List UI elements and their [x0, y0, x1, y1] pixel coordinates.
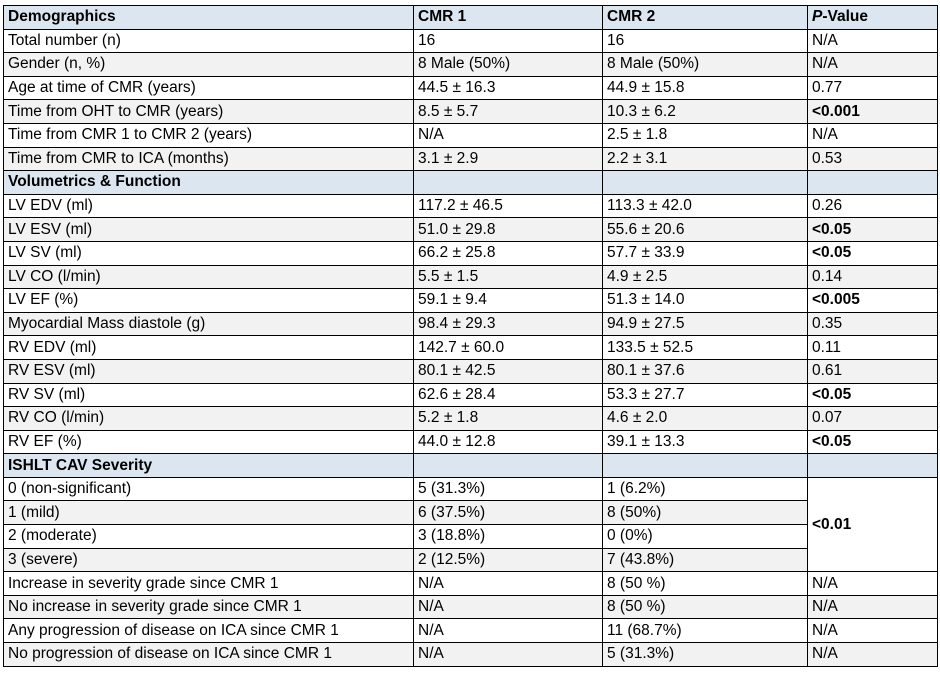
cmr2-value: 5 (31.3%): [603, 643, 808, 667]
cmr2-value: 2.2 ± 3.1: [603, 147, 808, 171]
header-cmr2: CMR 2: [603, 6, 808, 30]
cmr2-value: 8 (50 %): [603, 595, 808, 619]
cmr2-value: 2.5 ± 1.8: [603, 123, 808, 147]
cmr2-value: 44.9 ± 15.8: [603, 76, 808, 100]
table-row: [4, 53, 938, 77]
cmr1-value: 80.1 ± 42.5: [414, 359, 603, 383]
table-row: [4, 123, 938, 147]
p-value: N/A: [808, 29, 938, 53]
row-label: 0 (non-significant): [4, 477, 414, 501]
cmr2-value: 53.3 ± 27.7: [603, 383, 808, 407]
row-label: RV CO (l/min): [4, 407, 414, 431]
p-value: <0.005: [808, 289, 938, 313]
cmr2-value: 16: [603, 29, 808, 53]
row-label: Myocardial Mass diastole (g): [4, 312, 414, 336]
row-label: LV ESV (ml): [4, 218, 414, 242]
cmr2-value: 0 (0%): [603, 525, 808, 549]
cmr1-value: 3.1 ± 2.9: [414, 147, 603, 171]
p-value: N/A: [808, 643, 938, 667]
cmr1-value: N/A: [414, 123, 603, 147]
cmr2-value: 7 (43.8%): [603, 548, 808, 572]
table-row: [4, 29, 938, 53]
cmr1-value: 2 (12.5%): [414, 548, 603, 572]
cmr1-value: 3 (18.8%): [414, 525, 603, 549]
cmr2-value: 10.3 ± 6.2: [603, 100, 808, 124]
row-label: RV EDV (ml): [4, 336, 414, 360]
row-label: LV SV (ml): [4, 241, 414, 265]
p-value: 0.35: [808, 312, 938, 336]
cmr2-value: 113.3 ± 42.0: [603, 194, 808, 218]
row-label: Time from CMR to ICA (months): [4, 147, 414, 171]
cmr1-value: 5.2 ± 1.8: [414, 407, 603, 431]
volumetrics-section-header-row: [4, 171, 938, 195]
row-label: Gender (n, %): [4, 53, 414, 77]
table-row: [4, 572, 938, 596]
section-header-empty-cell: [414, 454, 603, 478]
cmr2-value: 55.6 ± 20.6: [603, 218, 808, 242]
cmr2-value: 8 (50%): [603, 501, 808, 525]
cmr1-value: 62.6 ± 28.4: [414, 383, 603, 407]
table-row: [4, 501, 938, 525]
cmr1-value: 66.2 ± 25.8: [414, 241, 603, 265]
cmr2-value: 1 (6.2%): [603, 477, 808, 501]
cmr1-value: 142.7 ± 60.0: [414, 336, 603, 360]
row-label: Time from CMR 1 to CMR 2 (years): [4, 123, 414, 147]
p-value: N/A: [808, 619, 938, 643]
row-label: No increase in severity grade since CMR 1: [4, 595, 414, 619]
p-value: <0.05: [808, 430, 938, 454]
table-row: [4, 194, 938, 218]
row-label: 3 (severe): [4, 548, 414, 572]
section-header-empty-cell: [603, 454, 808, 478]
p-value: 0.26: [808, 194, 938, 218]
cav-section-header: ISHLT CAV Severity: [4, 454, 414, 478]
cmr2-value: 80.1 ± 37.6: [603, 359, 808, 383]
cmr1-value: 5 (31.3%): [414, 477, 603, 501]
row-label: Any progression of disease on ICA since CMR 1: [4, 619, 414, 643]
header-p-rest: -Value: [822, 8, 869, 26]
row-label: 2 (moderate): [4, 525, 414, 549]
cmr1-value: 44.5 ± 16.3: [414, 76, 603, 100]
p-value: 0.61: [808, 359, 938, 383]
section-header-empty-cell: [808, 171, 938, 195]
cmr1-value: 6 (37.5%): [414, 501, 603, 525]
table-row: [4, 595, 938, 619]
table-row: [4, 525, 938, 549]
cmr2-value: 39.1 ± 13.3: [603, 430, 808, 454]
table-row: [4, 407, 938, 431]
cmr2-value: 94.9 ± 27.5: [603, 312, 808, 336]
row-label: Age at time of CMR (years): [4, 76, 414, 100]
p-value: N/A: [808, 53, 938, 77]
cmr2-value: 51.3 ± 14.0: [603, 289, 808, 313]
volumetrics-section-header: Volumetrics & Function: [4, 171, 414, 195]
table-row: [4, 548, 938, 572]
table-row: [4, 383, 938, 407]
header-cmr1: CMR 1: [414, 6, 603, 30]
row-label: LV EDV (ml): [4, 194, 414, 218]
p-value: 0.07: [808, 407, 938, 431]
row-label: 1 (mild): [4, 501, 414, 525]
table-row: [4, 359, 938, 383]
cmr2-value: 8 Male (50%): [603, 53, 808, 77]
row-label: Total number (n): [4, 29, 414, 53]
cmr1-value: 51.0 ± 29.8: [414, 218, 603, 242]
p-value: 0.11: [808, 336, 938, 360]
table-row: [4, 312, 938, 336]
cav-section-header-row: [4, 454, 938, 478]
p-value: <0.001: [808, 100, 938, 124]
table-row: [4, 241, 938, 265]
cmr2-value: 4.9 ± 2.5: [603, 265, 808, 289]
header-p-italic: P: [812, 8, 823, 26]
row-label: Increase in severity grade since CMR 1: [4, 572, 414, 596]
results-table: [3, 5, 938, 667]
table-header-row: [4, 6, 938, 30]
cmr1-value: 5.5 ± 1.5: [414, 265, 603, 289]
table-row: [4, 76, 938, 100]
p-value: 0.77: [808, 76, 938, 100]
row-label: RV EF (%): [4, 430, 414, 454]
table-row: [4, 477, 938, 501]
table-row: [4, 336, 938, 360]
row-label: RV SV (ml): [4, 383, 414, 407]
cmr2-value: 11 (68.7%): [603, 619, 808, 643]
cmr1-value: 8.5 ± 5.7: [414, 100, 603, 124]
row-label: No progression of disease on ICA since CMR 1: [4, 643, 414, 667]
cmr2-value: 4.6 ± 2.0: [603, 407, 808, 431]
row-label: LV CO (l/min): [4, 265, 414, 289]
row-label: RV ESV (ml): [4, 359, 414, 383]
cmr1-value: 59.1 ± 9.4: [414, 289, 603, 313]
row-label: LV EF (%): [4, 289, 414, 313]
section-header-empty-cell: [414, 171, 603, 195]
p-value: <0.05: [808, 383, 938, 407]
p-value: 0.14: [808, 265, 938, 289]
section-header-empty-cell: [808, 454, 938, 478]
p-value: <0.05: [808, 218, 938, 242]
cav-p-value: <0.01: [808, 477, 938, 571]
table-row: [4, 265, 938, 289]
table-row: [4, 147, 938, 171]
table-row: [4, 100, 938, 124]
p-value: 0.53: [808, 147, 938, 171]
results-table-body: [4, 6, 938, 667]
header-p-value: [808, 6, 938, 30]
p-value: N/A: [808, 123, 938, 147]
table-row: [4, 430, 938, 454]
p-value: N/A: [808, 572, 938, 596]
cmr1-value: N/A: [414, 572, 603, 596]
cmr1-value: 98.4 ± 29.3: [414, 312, 603, 336]
cmr2-value: 57.7 ± 33.9: [603, 241, 808, 265]
cmr1-value: 16: [414, 29, 603, 53]
cmr1-value: 117.2 ± 46.5: [414, 194, 603, 218]
cmr1-value: N/A: [414, 619, 603, 643]
cmr1-value: 44.0 ± 12.8: [414, 430, 603, 454]
p-value: N/A: [808, 595, 938, 619]
table-row: [4, 289, 938, 313]
row-label: Time from OHT to CMR (years): [4, 100, 414, 124]
table-row: [4, 218, 938, 242]
section-header-empty-cell: [603, 171, 808, 195]
table-row: [4, 619, 938, 643]
cmr1-value: N/A: [414, 643, 603, 667]
table-row: [4, 643, 938, 667]
header-demographics: Demographics: [4, 6, 414, 30]
p-value: <0.05: [808, 241, 938, 265]
cmr2-value: 8 (50 %): [603, 572, 808, 596]
cmr2-value: 133.5 ± 52.5: [603, 336, 808, 360]
cmr1-value: 8 Male (50%): [414, 53, 603, 77]
cmr1-value: N/A: [414, 595, 603, 619]
